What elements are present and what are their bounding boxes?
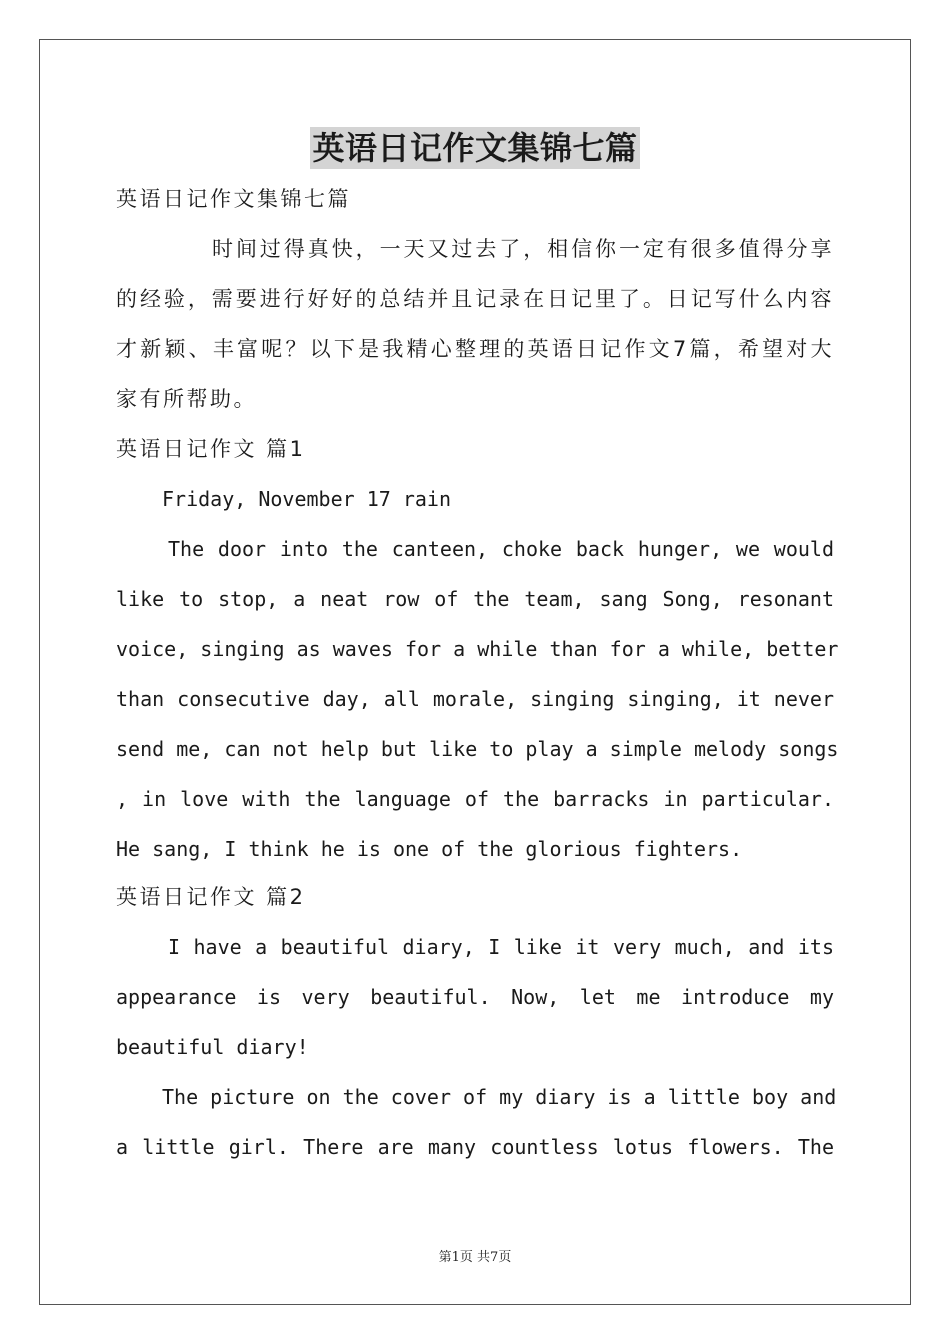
date-line: Friday, November 17 rain xyxy=(162,487,451,511)
document-subtitle: 英语日记作文集锦七篇 xyxy=(116,187,351,211)
intro-line: 家有所帮助。 xyxy=(116,387,257,411)
body-line: voice, singing as waves for a while than for a while, better xyxy=(116,637,839,661)
intro-line: 的经验，需要进行好好的总结并且记录在日记里了。日记写什么内容 xyxy=(116,287,834,311)
page-border xyxy=(39,39,911,1305)
body-line: , in love with the language of the barracks in particular. xyxy=(116,787,834,811)
body-line: appearance is very beautiful. Now, let me introduce my xyxy=(116,985,834,1009)
intro-line: 时间过得真快，一天又过去了，相信你一定有很多值得分享 xyxy=(212,237,834,261)
section-heading: 英语日记作文 篇2 xyxy=(116,885,306,909)
body-line: beautiful diary! xyxy=(116,1035,309,1059)
body-line: send me, can not help but like to play a simple melody songs xyxy=(116,737,839,761)
body-line: The picture on the cover of my diary is a little boy and xyxy=(162,1085,837,1109)
body-line: than consecutive day, all morale, singing singing, it never xyxy=(116,687,834,711)
page-footer: 第1页 共7页 xyxy=(438,1250,512,1265)
intro-line: 才新颖、丰富呢？以下是我精心整理的英语日记作文7篇，希望对大 xyxy=(116,337,834,361)
body-line: He sang, I think he is one of the glorious fighters. xyxy=(116,837,743,861)
title-container xyxy=(0,127,950,169)
document-title: 英语日记作文集锦七篇 xyxy=(312,129,638,167)
body-line: The door into the canteen, choke back hunger, we would xyxy=(168,537,834,561)
body-line: like to stop, a neat row of the team, sang Song, resonant xyxy=(116,587,834,611)
body-line: I have a beautiful diary, I like it very much, and its xyxy=(168,935,834,959)
body-line: a little girl. There are many countless lotus flowers. The xyxy=(116,1135,834,1159)
section-heading: 英语日记作文 篇1 xyxy=(116,437,306,461)
